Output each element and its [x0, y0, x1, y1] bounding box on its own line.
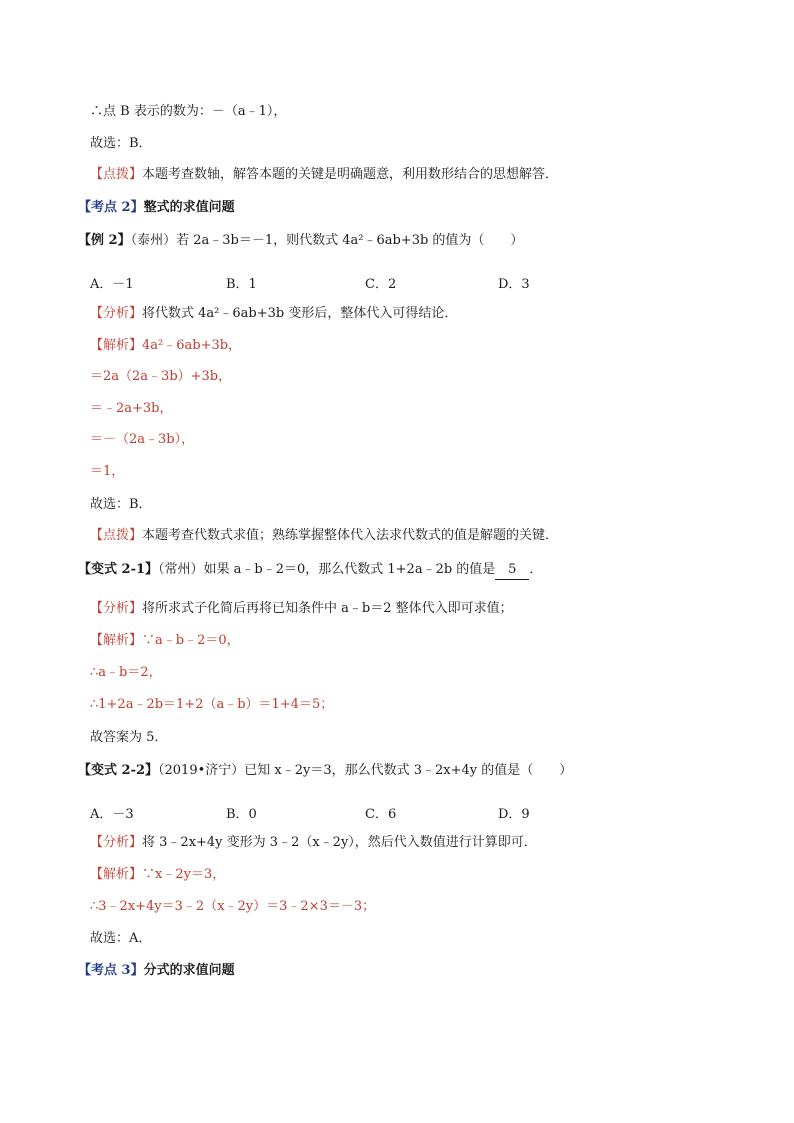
- variant-2-2-answer: 故选：A．: [90, 931, 152, 946]
- variant-2-1-analysis: [90, 600, 513, 618]
- analysis-text: 将 3﹣2x+4y 变形为 3﹣2（x﹣2y），然后代入数值进行计算即可．: [142, 835, 537, 850]
- tip-label: 【点拨】: [90, 167, 143, 182]
- solution-step: ＝1，: [90, 464, 125, 479]
- example-2-tip: [90, 527, 558, 545]
- option-c: C．2: [365, 277, 397, 292]
- variant-label: 【变式 2-2】: [78, 763, 159, 778]
- option-a: A．－1: [90, 277, 134, 292]
- solution-text: 4a²﹣6ab+3b，: [142, 338, 242, 353]
- section-bracket: 【考点 3】: [78, 963, 144, 978]
- solution-label: 【解析】: [90, 338, 143, 353]
- section-bracket: 【考点 2】: [78, 200, 144, 215]
- answer-blank: 5: [495, 561, 529, 580]
- variant-stem-text: （常州）如果 a﹣b﹣2＝0，那么代数式 1+2a﹣2b 的值是: [158, 562, 496, 577]
- option-c: C．6: [365, 807, 397, 822]
- variant-label: 【变式 2-1】: [78, 562, 159, 577]
- tip-text: 本题考查代数式求值；熟练掌握整体代入法求代数式的值是解题的关键．: [142, 528, 559, 543]
- variant-2-2-analysis: [90, 834, 537, 852]
- solution-text: ∵a﹣b﹣2＝0，: [142, 633, 240, 648]
- variant-stem-end: ．: [529, 562, 543, 577]
- solution-step: ∴a﹣b＝2，: [90, 665, 162, 680]
- prev-solution-line: ∴点 B 表示的数为：－（a﹣1），: [90, 104, 287, 119]
- variant-stem-text: （2019•济宁）已知 x﹣2y＝3，那么代数式 3﹣2x+4y 的值是（ ）: [158, 763, 573, 778]
- variant-2-1-solution: [90, 632, 240, 650]
- section-heading-kaodian-3: [78, 962, 235, 980]
- example-stem-text: （泰州）若 2a﹣3b＝－1，则代数式 4a²﹣6ab+3b 的值为（ ）: [130, 233, 524, 248]
- solution-step: ＝2a（2a﹣3b）+3b，: [90, 369, 232, 384]
- variant-2-1-answer: 故答案为 5．: [90, 730, 168, 745]
- analysis-text: 将代数式 4a²﹣6ab+3b 变形后，整体代入可得结论．: [142, 306, 458, 321]
- solution-step: ＝﹣2a+3b，: [90, 401, 173, 416]
- prev-answer-line: 故选：B．: [90, 136, 152, 151]
- example-2-analysis: [90, 305, 457, 323]
- example-label: 【例 2】: [78, 233, 131, 248]
- option-d: D．9: [498, 807, 530, 822]
- variant-2-1-stem: [78, 561, 542, 580]
- tip-label: 【点拨】: [90, 528, 143, 543]
- variant-2-2-stem: [78, 762, 572, 780]
- option-a: A．－3: [90, 807, 134, 822]
- section-title: 整式的求值问题: [143, 200, 235, 215]
- example-2-answer: 故选：B．: [90, 497, 152, 512]
- variant-2-2-solution: [90, 866, 225, 884]
- solution-step: ＝－（2a﹣3b），: [90, 432, 195, 447]
- option-d: D．3: [498, 277, 530, 292]
- analysis-label: 【分析】: [90, 306, 143, 321]
- example-2-stem: [78, 232, 523, 250]
- solution-label: 【解析】: [90, 867, 143, 882]
- analysis-label: 【分析】: [90, 835, 143, 850]
- section-heading-kaodian-2: [78, 199, 235, 217]
- solution-label: 【解析】: [90, 633, 143, 648]
- prev-tip: [90, 166, 558, 184]
- analysis-text: 将所求式子化简后再将已知条件中 a﹣b＝2 整体代入即可求值；: [142, 601, 513, 616]
- solution-step: ∴3﹣2x+4y＝3﹣2（x﹣2y）＝3﹣2×3＝－3；: [90, 899, 376, 914]
- solution-step: ∴1+2a﹣2b＝1+2（a﹣b）＝1+4＝5；: [90, 697, 334, 712]
- tip-text: 本题考查数轴，解答本题的关键是明确题意，利用数形结合的思想解答．: [142, 167, 559, 182]
- example-2-solution: [90, 337, 241, 355]
- option-b: B．1: [226, 277, 257, 292]
- analysis-label: 【分析】: [90, 601, 143, 616]
- solution-text: ∵x﹣2y＝3，: [142, 867, 226, 882]
- option-b: B．0: [226, 807, 257, 822]
- section-title: 分式的求值问题: [143, 963, 235, 978]
